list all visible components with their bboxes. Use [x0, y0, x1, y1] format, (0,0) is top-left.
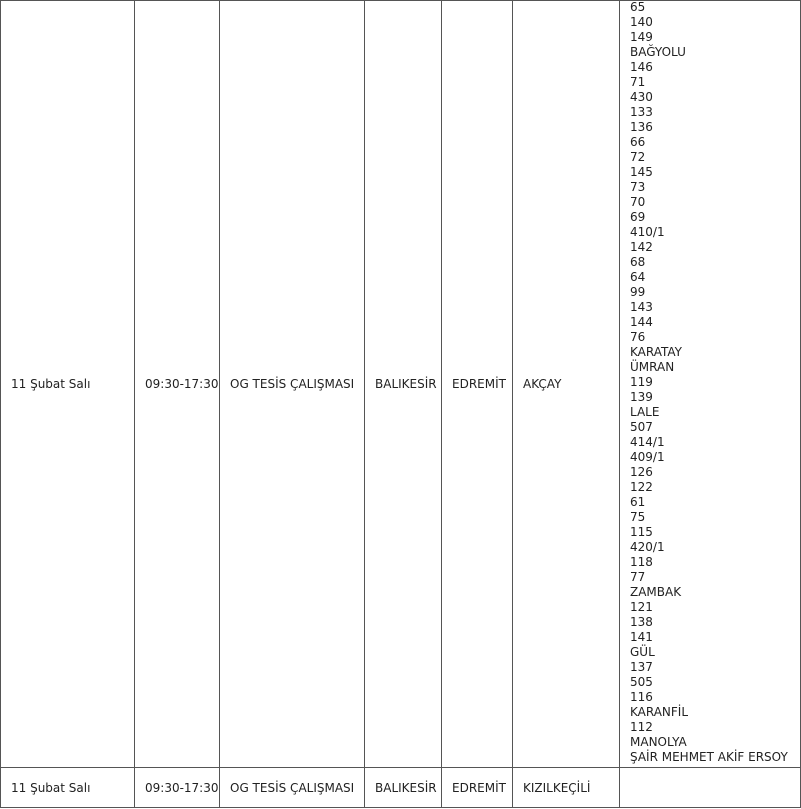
- work-type-cell: OG TESİS ÇALIŞMASI: [220, 1, 365, 768]
- street-item: 61: [630, 495, 646, 509]
- outage-table-body: [1, 1, 801, 808]
- street-item: 116: [630, 690, 653, 704]
- street-item: 137: [630, 660, 653, 674]
- street-item: 139: [630, 390, 653, 404]
- streets-cell: [620, 1, 801, 768]
- streets-list: [630, 1, 790, 766]
- street-item: 75: [630, 510, 646, 524]
- street-item: 65: [630, 0, 646, 14]
- street-item: 149: [630, 30, 653, 44]
- street-item: 70: [630, 195, 646, 209]
- city-cell: BALIKESİR: [365, 1, 442, 768]
- street-item: 141: [630, 630, 653, 644]
- district-cell: EDREMİT: [442, 768, 513, 808]
- time-cell: 09:30-17:30: [135, 1, 220, 768]
- street-item: 66: [630, 135, 646, 149]
- street-item: 99: [630, 285, 646, 299]
- street-item: 119: [630, 375, 653, 389]
- street-item: 144: [630, 315, 653, 329]
- street-item: 126: [630, 465, 653, 479]
- street-item: 143: [630, 300, 653, 314]
- street-item: 430: [630, 90, 653, 104]
- street-item: 72: [630, 150, 646, 164]
- date-cell: 11 Şubat Salı: [1, 768, 135, 808]
- street-item: 507: [630, 420, 653, 434]
- street-item: 71: [630, 75, 646, 89]
- street-item: 145: [630, 165, 653, 179]
- street-item: 115: [630, 525, 653, 539]
- street-item: 136: [630, 120, 653, 134]
- street-item: 409/1: [630, 450, 665, 464]
- street-item: 122: [630, 480, 653, 494]
- street-item: 142: [630, 240, 653, 254]
- street-item: 146: [630, 60, 653, 74]
- street-item: 133: [630, 105, 653, 119]
- street-item: ÜMRAN: [630, 360, 675, 374]
- table-row: [1, 768, 801, 808]
- street-item: 77: [630, 570, 646, 584]
- street-item: 112: [630, 720, 653, 734]
- time-cell: 09:30-17:30: [135, 768, 220, 808]
- street-item: BAĞYOLU: [630, 45, 686, 59]
- street-item: GÜL: [630, 645, 655, 659]
- street-item: KARANFİL: [630, 705, 689, 719]
- street-item: 414/1: [630, 435, 665, 449]
- district-cell: EDREMİT: [442, 1, 513, 768]
- table-row: [1, 1, 801, 768]
- street-item: MANOLYA: [630, 735, 687, 749]
- street-item: 420/1: [630, 540, 665, 554]
- street-item: 410/1: [630, 225, 665, 239]
- street-item: 505: [630, 675, 653, 689]
- neighborhood-cell: AKÇAY: [513, 1, 620, 768]
- street-item: ZAMBAK: [630, 585, 682, 599]
- street-item: 140: [630, 15, 653, 29]
- street-item: LALE: [630, 405, 660, 419]
- date-cell: 11 Şubat Salı: [1, 1, 135, 768]
- street-item: KARATAY: [630, 345, 683, 359]
- work-type-cell: OG TESİS ÇALIŞMASI: [220, 768, 365, 808]
- street-item: 121: [630, 600, 653, 614]
- street-item: 64: [630, 270, 646, 284]
- street-item: 138: [630, 615, 653, 629]
- street-item: 118: [630, 555, 653, 569]
- street-item: ŞAİR MEHMET AKİF ERSOY: [630, 750, 788, 764]
- street-item: 76: [630, 330, 646, 344]
- street-item: 69: [630, 210, 646, 224]
- streets-cell: [620, 768, 801, 808]
- street-item: 68: [630, 255, 646, 269]
- street-item: 73: [630, 180, 646, 194]
- city-cell: BALIKESİR: [365, 768, 442, 808]
- neighborhood-cell: KIZILKEÇİLİ: [513, 768, 620, 808]
